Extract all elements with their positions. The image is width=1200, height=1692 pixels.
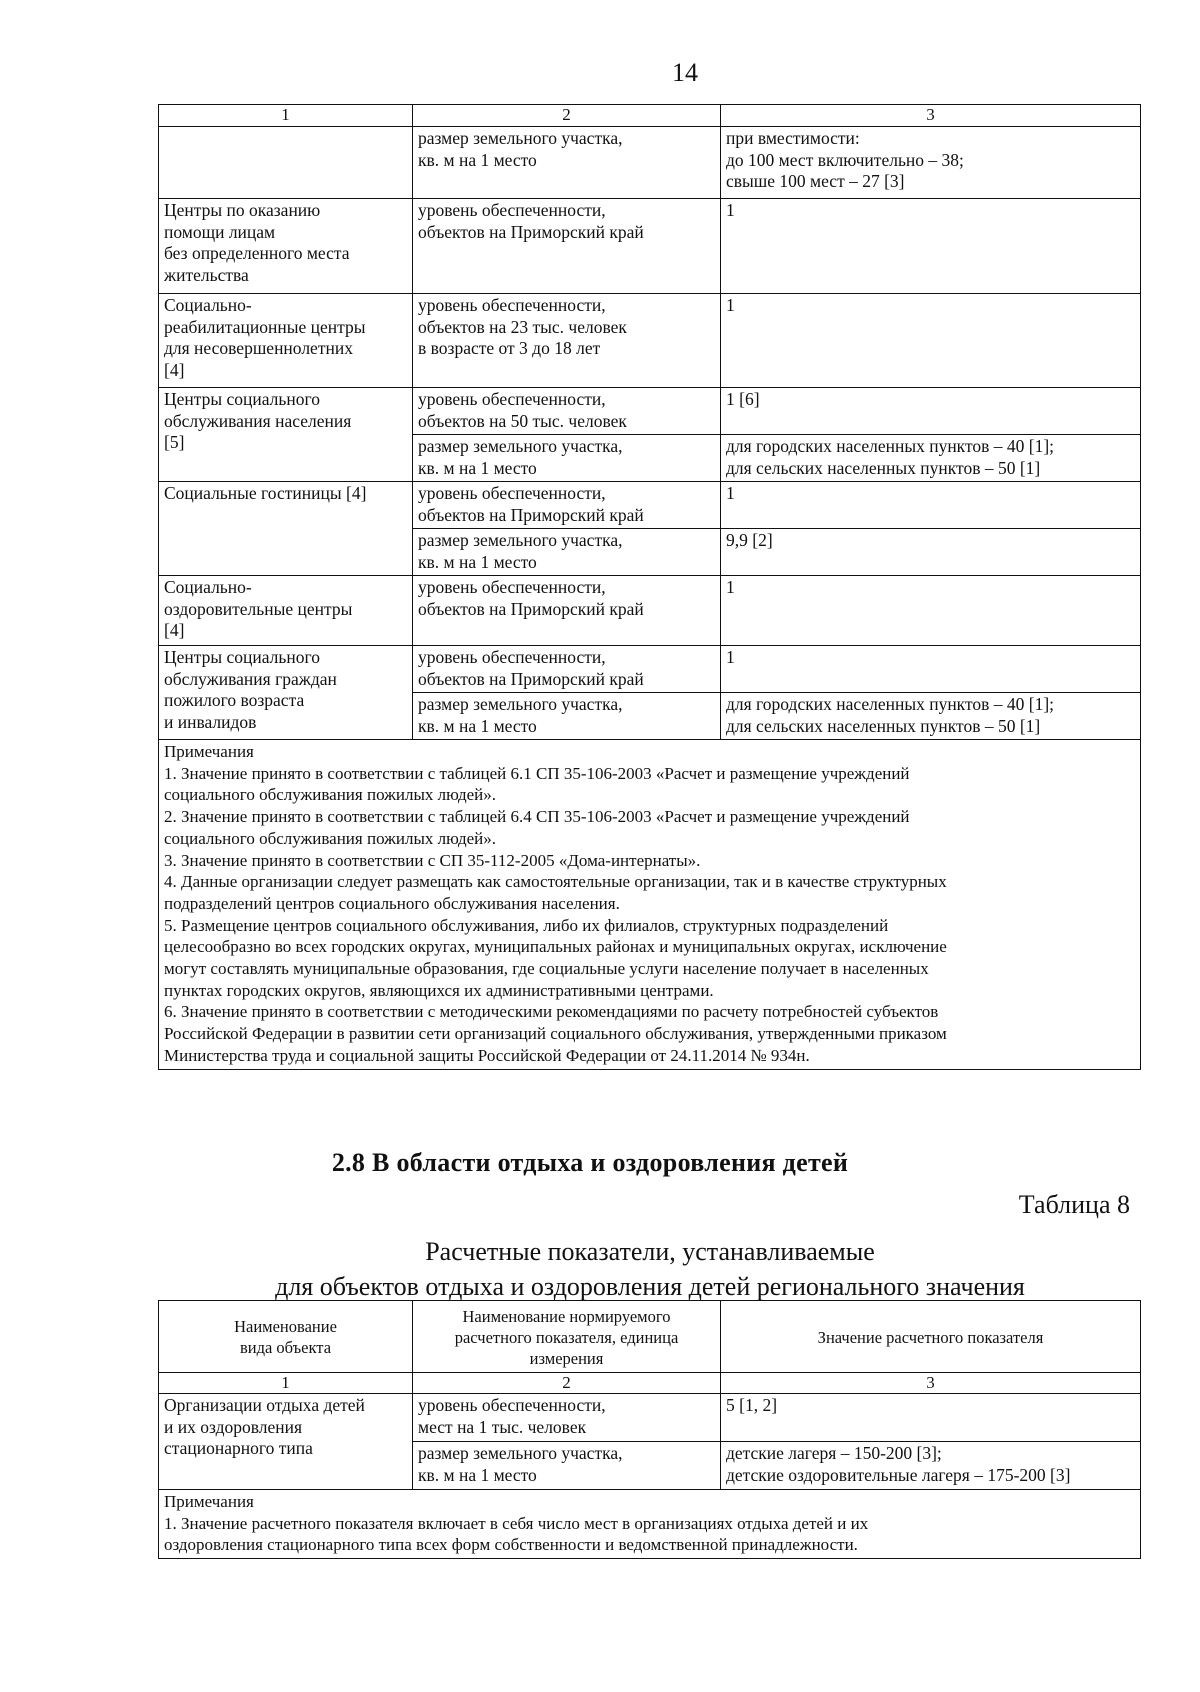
indicator-value-cell: 1 [721,199,1141,294]
table-row [159,576,1141,646]
notes-title: Примечания [164,1492,254,1511]
column-number: 1 [159,105,413,127]
object-type-cell [159,127,413,199]
notes-row [159,1490,1141,1559]
note-item: 6. Значение принято в соответствии с методическими рекомендациями по расчету потребностей субъектов Российской Федерации в развитии сети организаций социального обслуживания, утвержденными приказом Министерства труда и социальной защиты Российской Федерации от 24.11.2014 № 934н. [164,1002,947,1065]
column-number-row [159,105,1141,127]
column-number: 1 [159,1373,413,1394]
notes-cell [159,1490,1141,1559]
note-item: 2. Значение принято в соответствии с таблицей 6.4 СП 35-106-2003 «Расчет и размещение учреждений социального обслуживания пожилых людей». [164,807,910,848]
indicator-name-cell: уровень обеспеченности, объектов на Приморский край [413,482,721,529]
column-number: 3 [721,105,1141,127]
notes-cell [159,740,1141,1070]
indicator-name-cell: уровень обеспеченности, объектов на Приморский край [413,199,721,294]
notes-title: Примечания [164,742,254,761]
table-row [159,646,1141,693]
object-type-cell: Центры по оказанию помощи лицам без определенного места жительства [159,199,413,294]
note-item: 4. Данные организации следует размещать как самостоятельные организации, так и в качестве структурных подразделений центров социального обслуживания населения. [164,872,947,913]
note-item: 3. Значение принято в соответствии с СП 35-112-2005 «Дома-интернаты». [164,850,701,870]
table-row [159,127,1141,199]
column-number: 2 [413,1373,721,1394]
column-header: Наименование нормируемого расчетного показателя, единица измерения [413,1301,721,1373]
indicator-name-cell: уровень обеспеченности, объектов на Приморский край [413,646,721,693]
indicator-value-cell: 1 [721,294,1141,388]
social-services-table [158,104,1141,1070]
indicator-name-cell: размер земельного участка, кв. м на 1 место [413,693,721,740]
table-caption: Расчетные показатели, устанавливаемые для объектов отдыха и оздоровления детей регионального значения [275,1237,1025,1301]
notes-row [159,740,1141,1070]
header-row [159,1301,1141,1373]
indicator-name-cell: уровень обеспеченности, объектов на 50 тыс. человек [413,388,721,435]
indicator-name-cell: уровень обеспеченности, объектов на 23 тыс. человек в возрасте от 3 до 18 лет [413,294,721,388]
table-row [159,482,1141,529]
table-row [159,388,1141,435]
indicator-value-cell: при вместимости: до 100 мест включительно – 38; свыше 100 мест – 27 [3] [721,127,1141,199]
indicator-value-cell: для городских населенных пунктов – 40 [1]; для сельских населенных пунктов – 50 [1] [721,435,1141,482]
indicator-value-cell: детские лагеря – 150-200 [3]; детские оздоровительные лагеря – 175-200 [3] [721,1442,1141,1490]
indicator-value-cell: 1 [721,576,1141,646]
indicator-value-cell: 1 [721,646,1141,693]
column-header: Значение расчетного показателя [721,1301,1141,1373]
indicator-value-cell: 5 [1, 2] [721,1394,1141,1442]
indicator-value-cell: 9,9 [2] [721,529,1141,576]
table-row [159,199,1141,294]
object-type-cell: Организации отдыха детей и их оздоровления стационарного типа [159,1394,413,1490]
column-number-row [159,1373,1141,1394]
children-recreation-table [158,1300,1141,1559]
indicator-value-cell: 1 [6] [721,388,1141,435]
column-number: 2 [413,105,721,127]
note-item: 5. Размещение центров социального обслуживания, либо их филиалов, структурных подразделений целесообразно во всех городских округах, муниципальных районах и муниципальных округах, исключение могут составлять муниципальные образования, где социальные услуги население получает в населенных пунктах городских округов, являющихся их административными центрами. [164,915,947,1000]
note-item: 1. Значение расчетного показателя включает в себя число мест в организациях отдыха детей и их оздоровления стационарного типа всех форм собственности и ведомственной принадлежности. [164,1513,869,1555]
object-type-cell: Центры социального обслуживания населения [5] [159,388,413,482]
note-item: 1. Значение принято в соответствии с таблицей 6.1 СП 35-106-2003 «Расчет и размещение учреждений социального обслуживания пожилых людей». [164,763,910,805]
indicator-name-cell: размер земельного участка, кв. м на 1 место [413,529,721,576]
table-row [159,1394,1141,1442]
indicator-value-cell: для городских населенных пунктов – 40 [1]; для сельских населенных пунктов – 50 [1] [721,693,1141,740]
page-number: 14 [672,58,698,87]
indicator-name-cell: уровень обеспеченности, объектов на Приморский край [413,576,721,646]
indicator-name-cell: уровень обеспеченности, мест на 1 тыс. человек [413,1394,721,1442]
column-number: 3 [721,1373,1141,1394]
indicator-name-cell: размер земельного участка, кв. м на 1 место [413,1442,721,1490]
section-heading: 2.8 В области отдыха и оздоровления детей [331,1148,849,1177]
indicator-value-cell: 1 [721,482,1141,529]
column-header: Наименование вида объекта [159,1301,413,1373]
indicator-name-cell: размер земельного участка, кв. м на 1 место [413,435,721,482]
table-label: Таблица 8 [1018,1190,1130,1219]
object-type-cell: Социально- реабилитационные центры для несовершеннолетних [4] [159,294,413,388]
object-type-cell: Социально- оздоровительные центры [4] [159,576,413,646]
table-row [159,294,1141,388]
indicator-name-cell: размер земельного участка, кв. м на 1 место [413,127,721,199]
object-type-cell: Центры социального обслуживания граждан пожилого возраста и инвалидов [159,646,413,740]
object-type-cell: Социальные гостиницы [4] [159,482,413,576]
